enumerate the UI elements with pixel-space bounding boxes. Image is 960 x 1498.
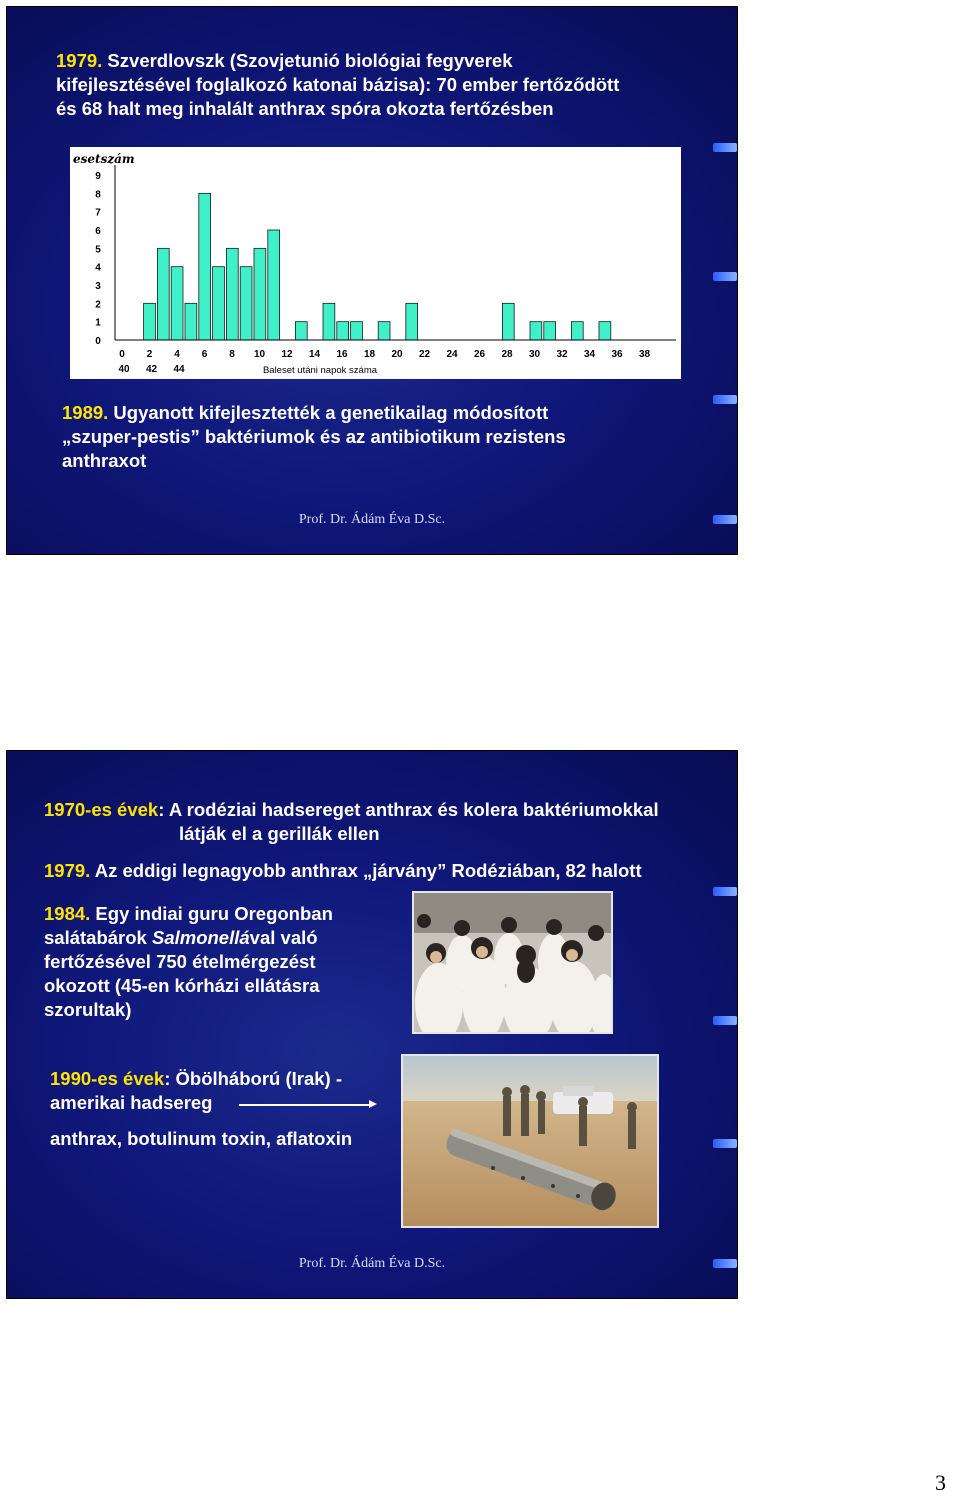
p3-line2a: salátabárok <box>44 927 152 948</box>
page-number: 3 <box>935 1470 946 1495</box>
chart-bar <box>213 267 225 340</box>
x-tick-label: 16 <box>336 349 348 360</box>
body-line3: anthraxot <box>62 450 147 471</box>
chart-bar <box>157 248 169 340</box>
y-tick-label: 9 <box>95 171 101 182</box>
x-tick-label: 32 <box>556 349 568 360</box>
x-tick-label: 4 <box>174 349 180 360</box>
slide1-body <box>62 401 566 473</box>
slide1-footer: Prof. Dr. Ádám Éva D.Sc. <box>298 512 446 527</box>
p3-line1: Egy indiai guru Oregonban <box>90 903 333 924</box>
chart-bar <box>171 267 183 340</box>
heading-line3: és 68 halt meg inhalált anthrax spóra okozta fertőzésben <box>56 98 554 119</box>
arrow-line <box>239 1104 369 1106</box>
x-tick-label: 12 <box>281 349 293 360</box>
x-tick-label: 28 <box>501 349 513 360</box>
chart-bar <box>406 303 418 340</box>
body-year: 1989. <box>62 402 109 423</box>
x-tick-label: 40 <box>118 364 130 375</box>
y-tick-label: 7 <box>95 207 101 219</box>
slide-1 <box>6 6 738 555</box>
x-tick-label: 14 <box>308 349 321 360</box>
heading-year: 1979. <box>56 50 103 71</box>
p4-text: : Öbölháború (Irak) - <box>164 1068 343 1089</box>
chart-svg <box>70 147 681 379</box>
p3-line4: okozott (45-en kórházi ellátásra <box>44 975 320 996</box>
p2-year: 1979. <box>44 860 91 881</box>
chart-bar <box>199 193 211 340</box>
y-tick-label: 6 <box>95 226 101 237</box>
x-tick-label: 44 <box>173 364 185 375</box>
x-tick-label: 22 <box>418 349 431 360</box>
decor-streak <box>713 143 737 152</box>
p2-text: Az eddigi legnagyobb anthrax „járvány” Rodéziában, 82 halott <box>90 860 642 881</box>
arrow-icon <box>369 1100 377 1108</box>
x-tick-label: 24 <box>446 349 458 360</box>
y-tick-label: 5 <box>95 244 101 256</box>
chart-bar <box>185 303 197 340</box>
p3-line2-italic: Salmonellá <box>151 927 250 948</box>
desert-missile-photo <box>401 1054 659 1228</box>
epidemic-bar-chart <box>70 147 681 379</box>
x-tick-label: 30 <box>528 349 541 360</box>
y-tick-label: 0 <box>95 336 101 347</box>
x-axis-label: Baleset utáni napok száma <box>262 365 378 376</box>
decor-streak <box>713 887 737 896</box>
heading-line2: kifejlesztésével foglalkozó katonai bázisa): 70 ember fertőződött <box>56 74 620 95</box>
y-tick-label: 2 <box>95 299 101 311</box>
paragraph-1990s <box>50 1067 352 1151</box>
chart-bar <box>599 322 611 340</box>
x-tick-label: 38 <box>638 349 651 360</box>
chart-bar <box>571 322 583 340</box>
chart-bar <box>144 303 156 340</box>
body-line1: Ugyanott kifejlesztették a genetikailag módosított <box>108 402 549 423</box>
x-tick-label: 0 <box>119 349 125 360</box>
chart-bar <box>240 267 252 340</box>
chart-bar <box>502 303 514 340</box>
x-tick-label: 6 <box>201 349 208 360</box>
slide2-footer: Prof. Dr. Ádám Éva D.Sc. <box>298 1256 446 1271</box>
decor-streak <box>713 395 737 404</box>
p3-line2b: val való <box>249 927 318 948</box>
chart-bar <box>544 322 556 340</box>
x-tick-label: 34 <box>583 349 596 360</box>
y-tick-label: 1 <box>95 317 101 329</box>
p3-year: 1984. <box>44 903 91 924</box>
body-line2: „szuper-pestis” baktériumok és az antibiotikum rezistens <box>62 426 566 447</box>
decor-streak <box>713 272 737 281</box>
decor-streak <box>713 1016 737 1025</box>
slide-2 <box>6 750 738 1299</box>
x-tick-label: 42 <box>145 364 158 375</box>
x-tick-label: 2 <box>146 349 153 360</box>
y-tick-label: 3 <box>95 281 101 292</box>
p1-line2: látják el a gerillák ellen <box>179 823 380 844</box>
y-tick-label: 8 <box>95 189 101 201</box>
chart-bar <box>295 322 307 340</box>
chart-bar <box>323 303 335 340</box>
p4-line3: anthrax, botulinum toxin, aflatoxin <box>50 1128 353 1149</box>
slide1-heading <box>56 49 619 121</box>
p3-line5: szorultak) <box>44 999 132 1020</box>
paragraph-1979 <box>44 859 642 883</box>
decor-streak <box>713 1139 737 1148</box>
p1-text: A rodéziai hadsereget anthrax és kolera baktériumokkal <box>164 799 659 820</box>
paragraph-1970s <box>44 798 659 846</box>
x-tick-label: 26 <box>473 349 486 360</box>
p1-colon: : <box>158 799 165 820</box>
y-tick-label: 4 <box>95 262 101 274</box>
chart-bar <box>268 230 280 340</box>
chart-bar <box>337 322 349 340</box>
x-tick-label: 18 <box>363 349 376 360</box>
p4-line2: amerikai hadsereg <box>50 1092 213 1113</box>
heading-line1: Szverdlovszk (Szovjetunió biológiai fegyverek <box>102 50 513 71</box>
paragraph-1984 <box>44 902 333 1022</box>
chart-bar <box>254 248 266 340</box>
x-tick-label: 36 <box>611 349 623 360</box>
x-tick-label: 20 <box>391 349 403 360</box>
chart-bar <box>351 322 363 340</box>
x-tick-label: 10 <box>253 349 266 360</box>
chart-bar <box>378 322 390 340</box>
chart-bar <box>226 248 238 340</box>
chart-bar <box>530 322 542 340</box>
crowd-photo <box>412 891 613 1034</box>
x-tick-label: 8 <box>229 349 235 360</box>
p3-line3: fertőzésével 750 ételmérgezést <box>44 951 316 972</box>
chart-title: esetszám <box>73 152 135 166</box>
p4-label: 1990-es évek <box>50 1068 165 1089</box>
p1-label: 1970-es évek <box>44 799 159 820</box>
